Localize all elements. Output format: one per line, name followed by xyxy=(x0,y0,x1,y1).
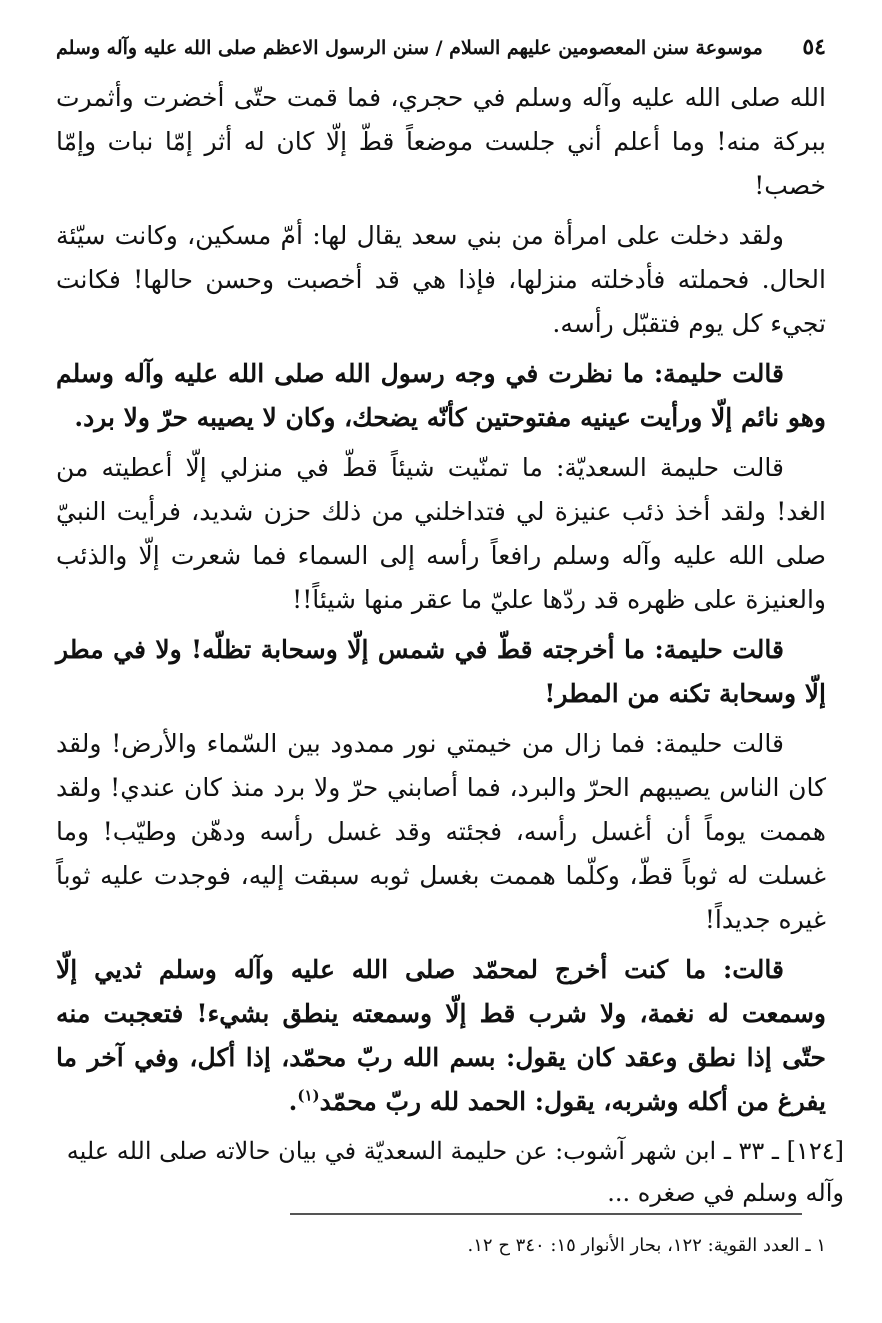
page-number: ٥٤ xyxy=(802,34,826,60)
final-period: . xyxy=(288,1087,298,1116)
paragraph: قالت حليمة السعديّة: ما تمنّيت شيئاً قطّ في منزلي إلّا أعطيته من الغد! ولقد أخذ ذئب عنيزة لي فتداخلني من ذلك حزن شديد، فرأيت النبيّ صلى الله عليه وآله وسلم رافعاً رأسه إلى السماء فما شعرت إلّا والذئب والعنيزة على ظهره قد ردّها عليّ ما عقر منها شيئاً!! xyxy=(56,453,826,614)
hadith-reference: [١٢٤] ـ ٣٣ ـ ابن شهر آشوب: عن حليمة السعديّة في بيان حالاته صلى الله عليه وآله وسلم في صغره ... xyxy=(66,1137,844,1207)
footnote-divider xyxy=(290,1213,802,1215)
paragraph: ولقد دخلت على امرأة من بني سعد يقال لها: أمّ مسكين، وكانت سيّئة الحال. فحملته فأدخلته منزلها، فإذا هي قد أخصبت وحسن حالها! فكانت تجيء كل يوم فتقبّل رأسه. xyxy=(56,221,826,338)
paragraph xyxy=(56,722,826,942)
paragraph: الله صلى الله عليه وآله وسلم في حجري، فما قمت حتّى أخضرت وأثمرت ببركة منه! وما أعلم أني جلست موضعاً قطّ إلّا كان له أثر إمّا نبات وإمّا خصب! xyxy=(56,83,826,200)
paragraph-text: قالت: ما كنت أخرج لمحمّد صلى الله عليه وآله وسلم ثديي إلّا وسمعت له نغمة، ولا شرب قط إلّا وسمعته ينطق بشيء! فتعجبت منه حتّى إذا نطق وعقد كان يقول: بسم الله ربّ محمّد، إذا أكل، وفي آخر ما يفرغ من أكله وشربه، يقول: الحمد لله ربّ محمّد xyxy=(56,955,826,1116)
footnote: ١ ـ العدد القوية: ١٢٢، بحار الأنوار ١٥: ٣٤٠ ح ١٢. xyxy=(467,1235,826,1256)
footnote-marker[interactable]: (١) xyxy=(297,1086,320,1105)
paragraph xyxy=(56,948,826,1124)
body-text xyxy=(56,76,844,1214)
paragraph: قالت حليمة: ما نظرت في وجه رسول الله صلى الله عليه وآله وسلم وهو نائم إلّا ورأيت عينيه مفتوحتين كأنّه يضحك، وكان لا يصيبه حرّ ولا برد. xyxy=(56,359,826,432)
running-title: موسوعة سنن المعصومين عليهم السلام / سنن الرسول الاعظم صلى الله عليه وآله وسلم xyxy=(56,37,763,59)
page-header xyxy=(56,34,826,68)
paragraph-text: قالت حليمة: فما زال من خيمتي نور ممدود بين السّماء والأرض! ولقد كان الناس يصيبهم الحرّ والبرد، فما أصابني حرّ ولا برد منذ كان عندي! ولقد هممت يوماً أن أغسل رأسه، فجئته وقد غسل رأسه ودهّن وطيّب! وما غسلت له ثوباً قطّ، وكلّما هممت بغسل ثوبه سبقت إليه، فوجدت عليه ثوباً غيره جديداً! xyxy=(56,729,826,934)
paragraph: قالت حليمة: ما أخرجته قطّ في شمس إلّا وسحابة تظلّه! ولا في مطر إلّا وسحابة تكنه من المطر! xyxy=(56,635,826,708)
